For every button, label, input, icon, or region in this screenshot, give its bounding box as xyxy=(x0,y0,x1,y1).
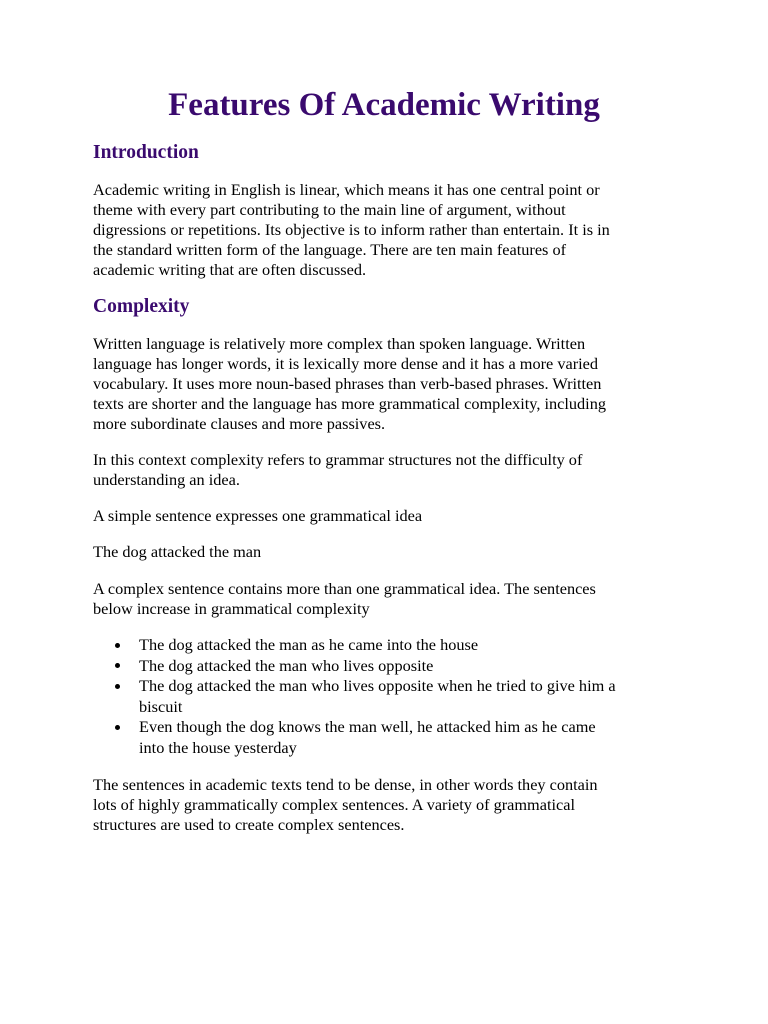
bullet-icon xyxy=(115,684,120,689)
text-line: biscuit xyxy=(139,696,183,716)
complexity-paragraph-2 xyxy=(93,450,683,490)
text-line: structures are used to create complex sentences. xyxy=(93,815,405,834)
text-line: Academic writing in English is linear, which means it has one central point or xyxy=(93,180,600,199)
bullet-list xyxy=(93,635,683,758)
section-heading-complexity: Complexity xyxy=(93,296,190,317)
text-line: into the house yesterday xyxy=(139,737,297,757)
text-line: Even though the dog knows the man well, he attacked him as he came xyxy=(139,717,596,736)
text-line: In this context complexity refers to grammar structures not the difficulty of xyxy=(93,450,583,469)
complexity-paragraph-5 xyxy=(93,579,683,619)
text-line: more subordinate clauses and more passives. xyxy=(93,414,386,433)
text-line: The dog attacked the man who lives opposite when he tried to give him a xyxy=(139,676,616,695)
page-title: Features Of Academic Writing xyxy=(168,87,600,123)
text-line: The sentences in academic texts tend to be dense, in other words they contain xyxy=(93,775,598,794)
text-line: digressions or repetitions. Its objective is to inform rather than entertain. It is in xyxy=(93,220,610,239)
complexity-paragraph-3 xyxy=(93,506,683,526)
list-item xyxy=(93,656,683,677)
text-line: A simple sentence expresses one grammatical idea xyxy=(93,506,423,525)
complexity-paragraph-1 xyxy=(93,334,683,434)
text-line: theme with every part contributing to the main line of argument, without xyxy=(93,200,566,219)
text-line: The dog attacked the man who lives opposite xyxy=(139,655,434,675)
list-item xyxy=(93,635,683,656)
text-line: Written language is relatively more complex than spoken language. Written xyxy=(93,334,586,353)
list-item xyxy=(93,717,683,758)
text-line: The dog attacked the man xyxy=(93,542,262,561)
text-line: academic writing that are often discussed. xyxy=(93,260,367,279)
list-item xyxy=(93,676,683,717)
complexity-paragraph-4 xyxy=(93,542,683,562)
text-line: understanding an idea. xyxy=(93,470,240,489)
text-line: lots of highly grammatically complex sentences. A variety of grammatical xyxy=(93,795,575,814)
section-heading-introduction: Introduction xyxy=(93,142,199,163)
text-line: A complex sentence contains more than one grammatical idea. The sentences xyxy=(93,579,596,598)
text-line: the standard written form of the language. There are ten main features of xyxy=(93,240,567,259)
text-line: vocabulary. It uses more noun-based phrases than verb-based phrases. Written xyxy=(93,374,602,393)
introduction-paragraph xyxy=(93,180,683,280)
bullet-icon xyxy=(115,663,120,668)
bullet-icon xyxy=(115,725,120,730)
text-line: texts are shorter and the language has more grammatical complexity, including xyxy=(93,394,606,413)
bullet-icon xyxy=(115,643,120,648)
text-line: below increase in grammatical complexity xyxy=(93,599,370,618)
text-line: language has longer words, it is lexically more dense and it has a more varied xyxy=(93,354,599,373)
complexity-paragraph-6 xyxy=(93,775,683,835)
text-line: The dog attacked the man as he came into the house xyxy=(139,635,479,654)
